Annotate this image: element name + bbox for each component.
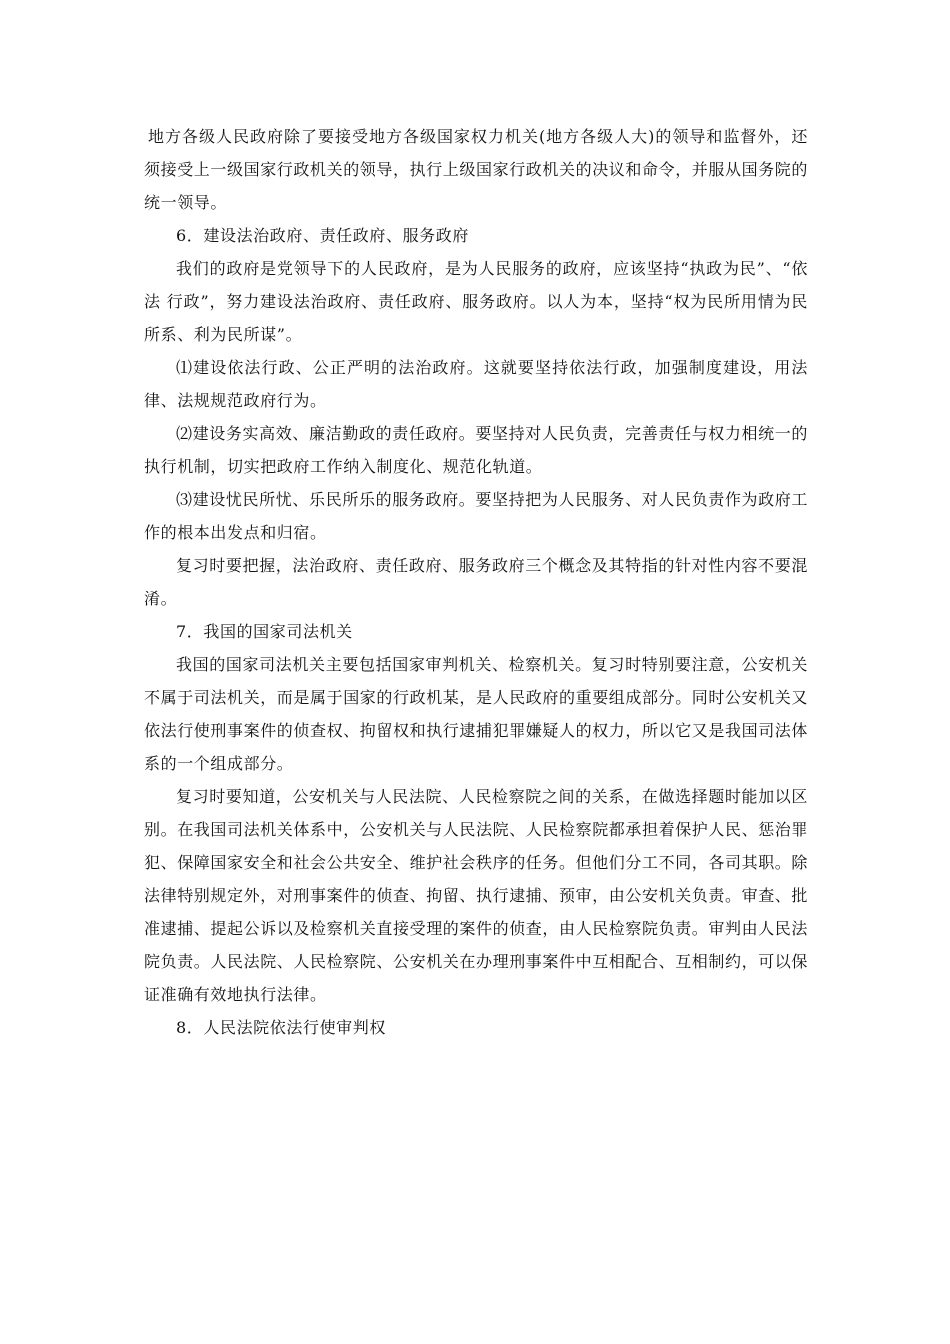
paragraph-service-government: ⑶建设忧民所忧、乐民所乐的服务政府。要坚持把为人民服务、对人民负责作为政府工作的根本出发点和归宿。 (144, 490, 808, 542)
paragraph-peoples-government: 我们的政府是党领导下的人民政府，是为人民服务的政府，应该坚持“执政为民”、“依法 行政”，努力建设法治政府、责任政府、服务政府。以人为本，坚持“权为民所用情为民所系、利为民所谋”。 (144, 259, 808, 344)
section-heading-6: 6．建设法治政府、责任政府、服务政府 (176, 226, 469, 245)
section-heading-7: 7．我国的国家司法机关 (176, 622, 353, 641)
paragraph-responsible-government: ⑵建设务实高效、廉洁勤政的责任政府。要坚持对人民负责，完善责任与权力相统一的执行机制，切实把政府工作纳入制度化、规范化轨道。 (144, 424, 808, 476)
paragraph-judicial-organs: 我国的国家司法机关主要包括国家审判机关、检察机关。复习时特别要注意，公安机关不属于司法机关，而是属于国家的行政机某，是人民政府的重要组成部分。同时公安机关又依法行使刑事案件的侦查权、拘留权和执行逮捕犯罪嫌疑人的权力，所以它又是我国司法体系的一个组成部分。 (144, 655, 809, 773)
section-heading-8: 8．人民法院依法行使审判权 (176, 1018, 386, 1037)
paragraph-police-court-procuratorate: 复习时要知道，公安机关与人民法院、人民检察院之间的关系，在做选择题时能加以区别。在我国司法机关体系中，公安机关与人民法院、人民检察院都承担着保护人民、惩治罪犯、保障国家安全和社会公共安全、维护社会秩序的任务。但他们分工不同，各司其职。除法律特别规定外，对刑事案件的侦查、拘留、执行逮捕、预审，由公安机关负责。审查、批准逮捕、提起公诉以及检察机关直接受理的案件的侦查，由人民检察院负责。审判由人民法院负责。人民法院、人民检察院、公安机关在办理刑事案件中互相配合、互相制约，可以保证准确有效地执行法律。 (144, 787, 809, 1004)
paragraph-local-government: 地方各级人民政府除了要接受地方各级国家权力机关(地方各级人大)的领导和监督外，还须接受上一级国家行政机关的领导，执行上级国家行政机关的决议和命令，并服从国务院的统一领导。 (144, 127, 809, 212)
paragraph-review-note: 复习时要把握，法治政府、责任政府、服务政府三个概念及其特指的针对性内容不要混淆。 (144, 556, 808, 608)
document-body (144, 120, 808, 1044)
paragraph-rule-of-law-government: ⑴建设依法行政、公正严明的法治政府。这就要坚持依法行政，加强制度建设，用法律、法规规范政府行为。 (144, 358, 808, 410)
